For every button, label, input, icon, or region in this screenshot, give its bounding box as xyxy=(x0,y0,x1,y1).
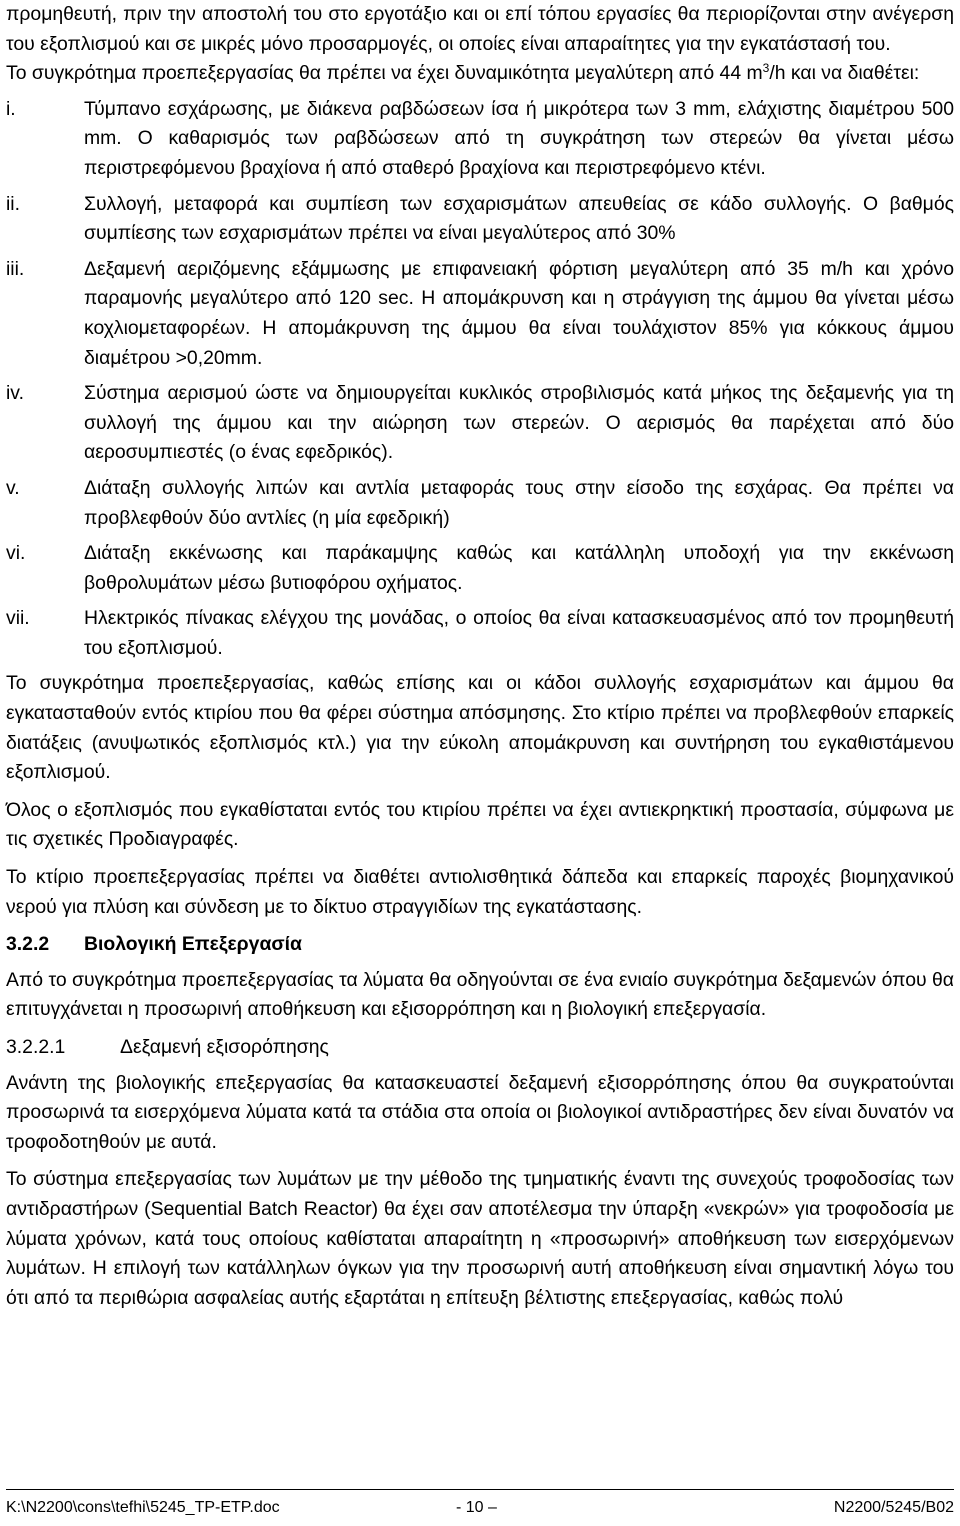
paragraph-intro-2 xyxy=(6,59,954,89)
list-item-text: Συλλογή, μεταφορά και συμπίεση των εσχαρισμάτων απευθείας σε κάδο συλλογής. Ο βαθμός συμπίεσης των εσχαρισμάτων πρέπει να είναι μεγαλύτερος από 30% xyxy=(84,192,954,245)
list-item-number: iv. xyxy=(6,382,24,405)
list-item-text: Διάταξη συλλογής λιπών και αντλία μεταφοράς τους στην είσοδο της εσχάρας. Θα πρέπει να προβλεφθούν δύο αντλίες (η μία εφεδρική) xyxy=(84,476,954,529)
page-footer xyxy=(6,1489,954,1518)
paragraph-intro-2-a: Το συγκρότημα προεπεξεργασίας θα πρέπει να έχει δυναμικότητα μεγαλύτερη από 44 m xyxy=(6,62,763,85)
equipment-list xyxy=(6,95,954,664)
list-item xyxy=(6,190,954,249)
section-title: Βιολογική Επεξεργασία xyxy=(84,933,302,956)
paragraph-intro-2-b: /h και να διαθέτει: xyxy=(769,62,920,85)
list-item-text: Τύμπανο εσχάρωσης, με διάκενα ραβδώσεων ίσα ή μικρότερα των 3 mm, ελάχιστης διαμέτρου 500 mm. Ο καθαρισμός των ραβδώσεων από τη συγκράτηση των στερεών θα γίνεται μέσω περιστρεφόμενου βραχίονα ή από σταθερό βραχίονα και περιστρεφόμενο κτένι. xyxy=(84,97,954,179)
subsection-number: 3.2.2.1 xyxy=(6,1036,66,1058)
list-item-text: Ηλεκτρικός πίνακας ελέγχου της μονάδας, ο οποίος θα είναι κατασκευασμένος από τον προμηθευτή του εξοπλισμού. xyxy=(84,607,954,659)
list-item-text: Δεξαμενή αεριζόμενης εξάμμωσης με επιφανειακή φόρτιση μεγαλύτερη από 35 m/h και χρόνο παραμονής μεγαλύτερο από 120 sec. Η απομάκρυνση και η στράγγιση της άμμου θα γίνεται μέσω κοχλιομεταφορέων. Η απομάκρυνση της άμμου θα είναι τουλάχιστον 85% για κόκκους άμμου διαμέτρου >0,20mm. xyxy=(84,257,954,369)
list-item xyxy=(6,255,954,373)
paragraph-explosion-protection: Όλος ο εξοπλισμός που εγκαθίσταται εντός του κτιρίου πρέπει να έχει αντιεκρηκτική προστασία, σύμφωνα με τις σχετικές Προδιαγραφές. xyxy=(6,798,954,851)
paragraph-intro-1: προμηθευτή, πριν την αποστολή του στο εργοτάξιο και οι επί τόπου εργασίες θα περιορίζονται στην ανέγερση του εξοπλισμού και σε μικρές μόνο προσαρμογές, οι οποίες είναι απαραίτητες για την εγκατάστασή του. xyxy=(6,3,954,55)
footer-page-number: - 10 – xyxy=(456,1499,497,1516)
paragraph-floors-water: Το κτίριο προεπεξεργασίας πρέπει να διαθέτει αντιολισθητικά δάπεδα και επαρκείς παροχές βιομηχανικού νερού για πλύση και σύνδεση με το δίκτυο στραγγιδίων της εγκατάστασης. xyxy=(6,866,954,918)
subsection-heading xyxy=(6,1033,954,1063)
list-item xyxy=(6,604,954,663)
list-item-number: v. xyxy=(6,476,20,499)
superscript-3: 3 xyxy=(762,61,770,76)
list-item xyxy=(6,379,954,468)
paragraph-equalization: Ανάντη της βιολογικής επεξεργασίας θα κατασκευαστεί δεξαμενή εξισορρόπησης όπου θα συγκρατούνται προσωρινά τα εισερχόμενα λύματα κατά τα στάδια στα οποία οι βιολογικοί αντιδραστήρες δεν είναι δυνατόν να τροφοδοτηθούν με αυτά. xyxy=(6,1071,954,1153)
list-item xyxy=(6,95,954,184)
footer-file-path: K:\N2200\cons\tefhi\5245_TP-ETP.doc xyxy=(6,1499,280,1516)
document-page xyxy=(6,0,954,1313)
footer-document-code: N2200/5245/B02 xyxy=(833,1499,954,1516)
paragraph-building: Το συγκρότημα προεπεξεργασίας, καθώς επίσης και οι κάδοι συλλογής εσχαρισμάτων και άμμου θα εγκατασταθούν εντός κτιρίου που θα φέρει σύστημα απόσμησης. Στο κτίριο πρέπει να προβλεφθούν επαρκείς διατάξεις (ανυψωτικός εξοπλισμός κτλ.) για την εύκολη απομάκρυνση και συντήρηση του εγκαθιστάμενου εξοπλισμού. xyxy=(6,672,954,784)
list-item-number: i. xyxy=(6,97,16,120)
section-heading xyxy=(6,930,954,960)
list-item-number: vi. xyxy=(6,542,26,565)
list-item-number: ii. xyxy=(6,192,21,215)
list-item-number: vii. xyxy=(6,607,30,630)
list-item xyxy=(6,474,954,533)
section-number: 3.2.2 xyxy=(6,933,50,956)
paragraph-biological-intro: Από το συγκρότημα προεπεξεργασίας τα λύματα θα οδηγούνται σε ένα ενιαίο συγκρότημα δεξαμενών όπου θα επιτυγχάνεται η προσωρινή αποθήκευση και εξισορρόπηση και η βιολογική επεξεργασία. xyxy=(6,968,955,1021)
list-item-text: Διάταξη εκκένωσης και παράκαμψης καθώς και κατάλληλη υποδοχή για την εκκένωση βοθρολυμάτων μέσω βυτιοφόρου οχήματος. xyxy=(84,542,954,594)
list-item xyxy=(6,539,954,598)
list-item-text: Σύστημα αερισμού ώστε να δημιουργείται κυκλικός στροβιλισμός κατά μήκος της δεξαμενής για τη συλλογή της άμμου και την αιώρηση των στερεών. Ο αερισμός θα παρέχεται από δύο αεροσυμπιεστές (ο ένας εφεδρικός). xyxy=(84,382,954,464)
paragraph-sbr: Το σύστημα επεξεργασίας των λυμάτων με την μέθοδο της τμηματικής έναντι της συνεχούς τροφοδοσίας των αντιδραστήρων (Sequential Batch Reactor) θα έχει σαν αποτέλεσμα την ύπαρξη «νεκρών» για τροφοδοσία με λύματα χρόνων, κατά τους οποίους καθίσταται απαραίτητη η «προσωρινή» αποθήκευση των εισερχόμενων λυμάτων. Η επιλογή των κατάλληλων όγκων για την προσωρινή αυτή αποθήκευση είναι σημαντική λόγω του ότι από τα περιθώρια ασφαλείας αυτής εξαρτάται η επίτευξη βέλτιστης επεξεργασίας, καθώς πολύ xyxy=(6,1168,954,1309)
list-item-number: iii. xyxy=(6,257,25,280)
subsection-title: Δεξαμενή εξισορόπησης xyxy=(120,1036,329,1058)
